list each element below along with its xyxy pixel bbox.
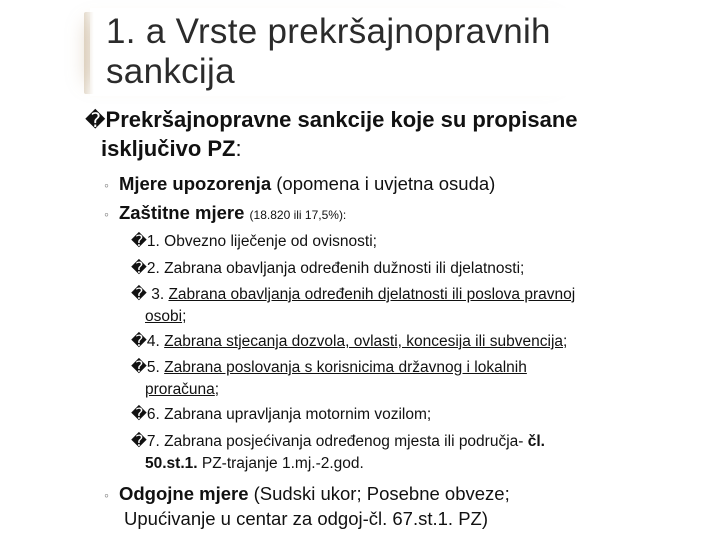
sub-bullet-mark: ◦ bbox=[104, 487, 109, 503]
list-item bbox=[131, 258, 706, 280]
title-block bbox=[90, 8, 586, 96]
list-item-text: 1. Obvezno liječenje od ovisnosti; bbox=[146, 233, 377, 250]
sub-bullet-upozorenja bbox=[104, 172, 495, 197]
title-line-1: 1. a Vrste prekršajnopravnih bbox=[106, 12, 551, 51]
sub-bullet-rest: (opomena i uvjetna osuda) bbox=[271, 173, 496, 194]
list-item-underlined-cont: proračuna bbox=[145, 381, 215, 398]
sub-bullet-bold: Zaštitne mjere bbox=[118, 202, 245, 223]
bullet-glyph: � bbox=[131, 359, 147, 376]
title-line-2: sankcija bbox=[106, 52, 235, 91]
sub-bullet-bold: Odgojne mjere bbox=[118, 483, 249, 504]
list-item-underlined: Zabrana poslovanja s korisnicima državnog i lokalnih bbox=[164, 359, 527, 376]
sub-bullet-line2: Upućivanje u centar za odgoj-čl. 67.st.1. PZ) bbox=[124, 508, 489, 529]
list-item-text: 7. Zabrana posjećivanja određenog mjesta ili područja- bbox=[146, 433, 528, 450]
list-item-prefix: 5. bbox=[146, 359, 165, 376]
list-item-underlined: Zabrana obavljanja određenih djelatnosti ili poslova pravnoj bbox=[168, 286, 576, 303]
main-bullet bbox=[85, 106, 705, 163]
main-bullet-text: Prekršajnopravne sankcije koje su propisane bbox=[105, 107, 578, 132]
main-bullet-colon: : bbox=[235, 136, 242, 161]
bullet-glyph: � bbox=[131, 286, 147, 303]
list-item-suffix: ; bbox=[214, 381, 220, 398]
sub-bullet-rest: (Sudski ukor; Posebne obveze; bbox=[248, 483, 510, 504]
main-bullet-text-line2: isključivo PZ bbox=[101, 136, 236, 161]
list-item bbox=[131, 331, 706, 353]
list-item-prefix: 4. bbox=[146, 333, 165, 350]
list-item-rest: PZ-trajanje 1.mj.-2.god. bbox=[197, 455, 364, 472]
list-item bbox=[131, 357, 706, 401]
sub-bullet-bold: Mjere upozorenja bbox=[118, 173, 272, 194]
sub-bullet-odgojne bbox=[104, 482, 704, 531]
list-item-suffix: ; bbox=[563, 333, 568, 350]
list-item bbox=[131, 404, 706, 426]
sub-bullet-zastitne bbox=[104, 201, 346, 227]
bullet-glyph: � bbox=[131, 233, 147, 250]
list-item-bold: čl. bbox=[527, 433, 545, 450]
list-item-prefix: 3. bbox=[146, 286, 169, 303]
list-item bbox=[131, 431, 706, 475]
bullet-glyph: � bbox=[131, 433, 147, 450]
list-item-suffix: ; bbox=[182, 308, 187, 325]
sub-bullet-mark: ◦ bbox=[104, 177, 109, 193]
sub-bullet-small: (18.820 ili 17,5%): bbox=[249, 208, 347, 222]
list-item-text: 6. Zabrana upravljanja motornim vozilom; bbox=[146, 406, 432, 423]
list-item-text: 2. Zabrana obavljanja određenih dužnosti ili djelatnosti; bbox=[146, 260, 525, 277]
bullet-glyph: � bbox=[131, 406, 147, 423]
sub-bullet-mark: ◦ bbox=[104, 206, 109, 222]
list-item-underlined: Zabrana stjecanja dozvola, ovlasti, koncesija ili subvencija bbox=[164, 333, 564, 350]
list-item-bold-cont: 50.st.1. bbox=[145, 455, 198, 472]
bullet-glyph: � bbox=[131, 333, 147, 350]
bullet-glyph: � bbox=[85, 110, 106, 132]
list-item-underlined-cont: osobi bbox=[145, 308, 183, 325]
list-item bbox=[131, 231, 706, 253]
list-item bbox=[131, 284, 706, 328]
slide-title bbox=[106, 12, 586, 92]
bullet-glyph: � bbox=[131, 260, 147, 277]
